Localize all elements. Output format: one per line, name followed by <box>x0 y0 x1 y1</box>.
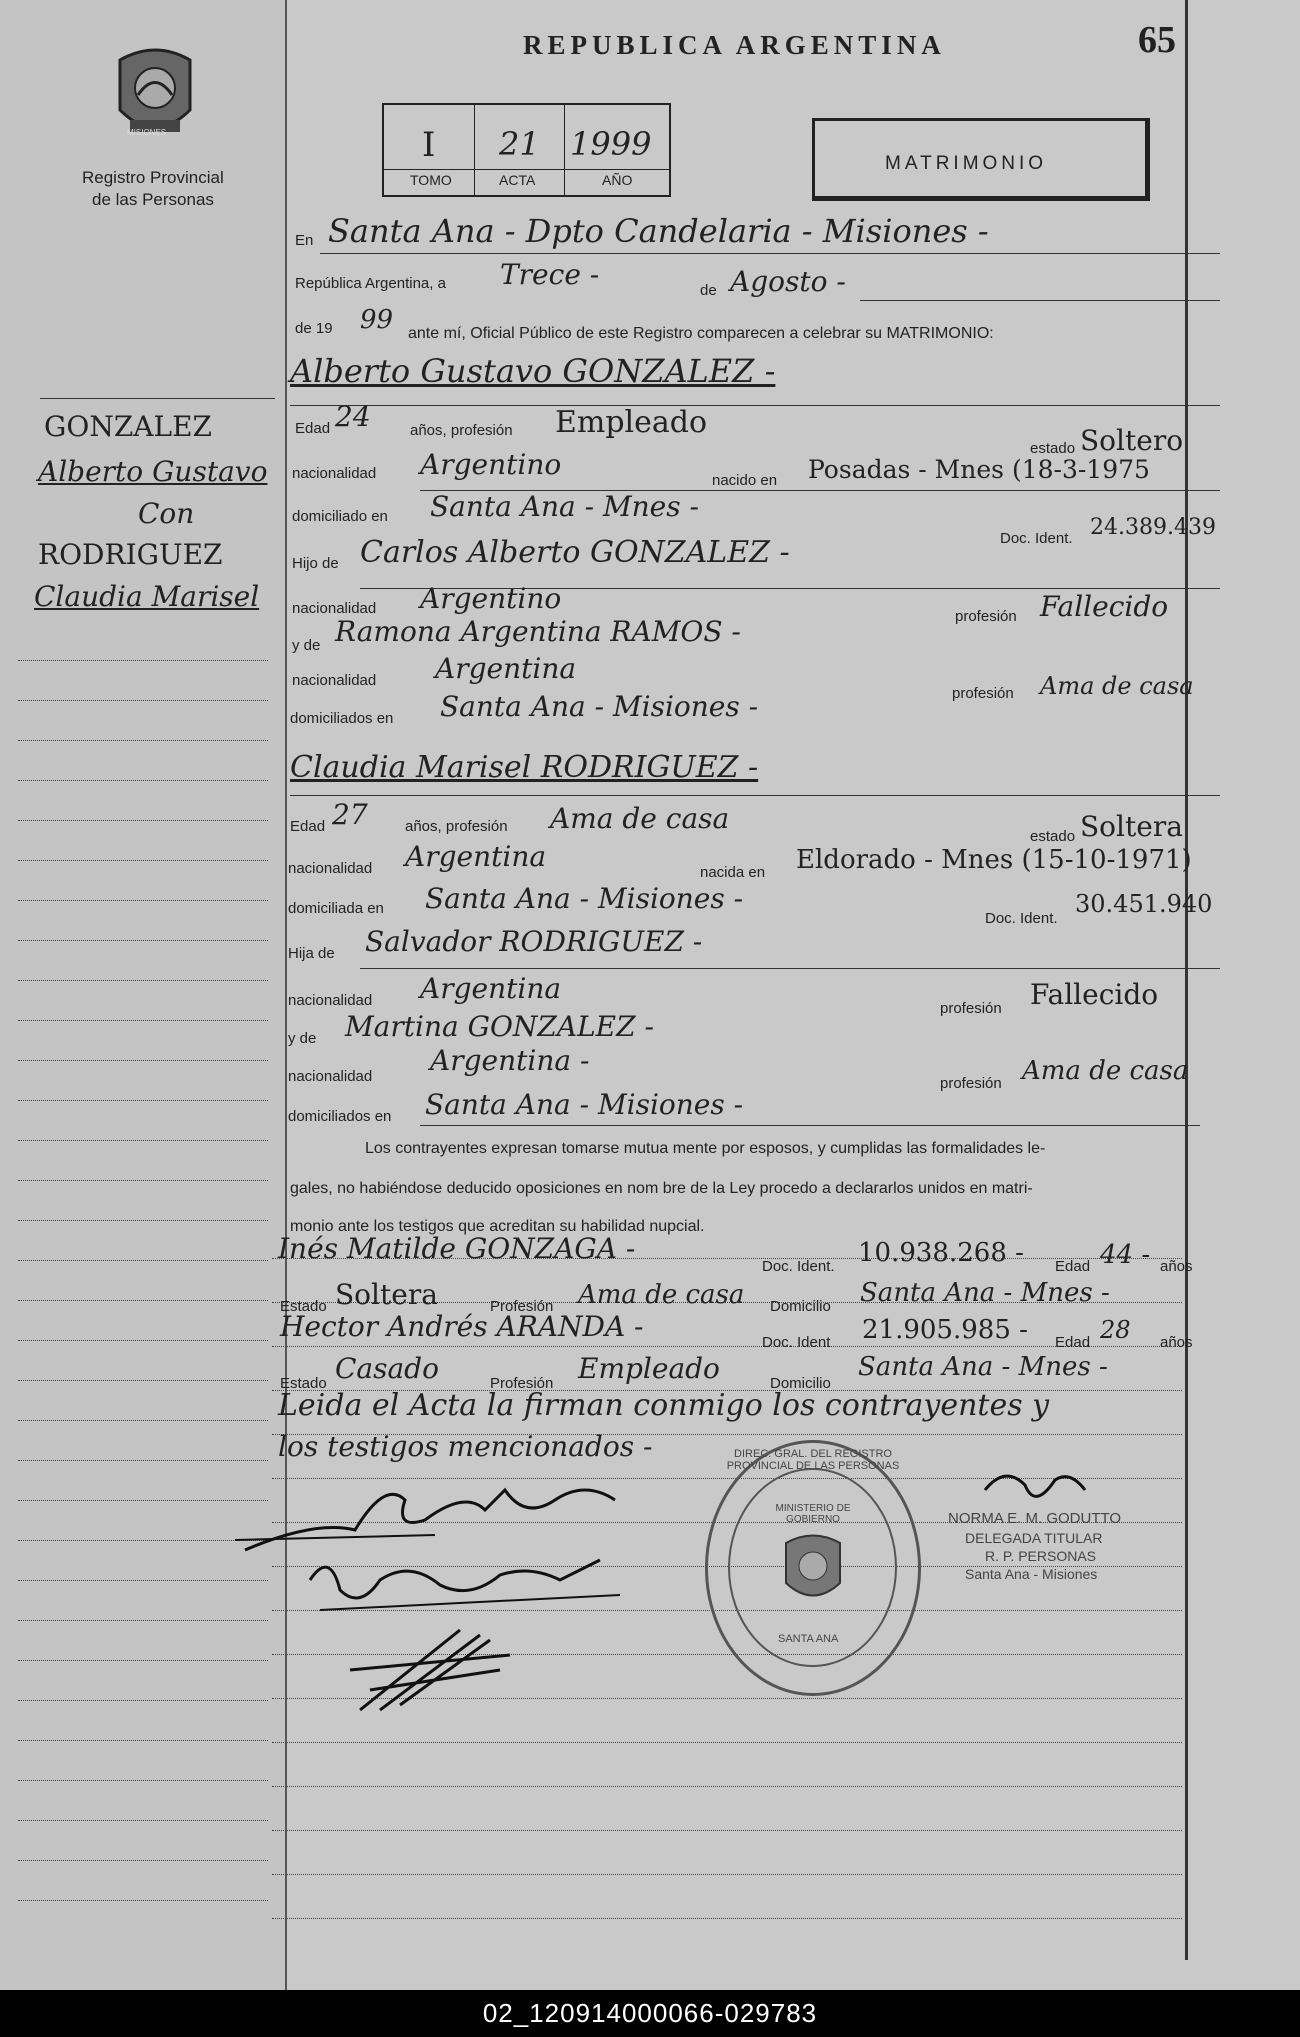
witness1-doc: 10.938.268 - <box>858 1238 1024 1268</box>
witness1-status: Soltera <box>335 1278 438 1311</box>
margin-con: Con <box>138 497 195 530</box>
place-rule <box>320 253 1220 254</box>
seal-inner-text: MINISTERIO DE GOBIERNO <box>775 1503 851 1525</box>
country-title: REPUBLICA ARGENTINA <box>523 30 946 60</box>
registry-seal <box>705 1440 921 1696</box>
bride-father-nat: Argentina <box>420 972 562 1005</box>
witness1-label-prof: Profesión <box>490 1298 554 1315</box>
stamp-office: R. P. PERSONAS <box>985 1548 1097 1564</box>
witness1-label-dom: Domicilio <box>770 1298 831 1315</box>
groom-label-doms: domiciliados en <box>290 710 394 727</box>
witness1-label-doc: Doc. Ident. <box>762 1258 835 1275</box>
right-border-rule <box>1185 0 1188 1960</box>
witness2-label-prof: Profesión <box>490 1375 554 1392</box>
groom-label-doc: Doc. Ident. <box>1000 530 1073 547</box>
bride-name-rule <box>290 795 1220 796</box>
groom-birthplace: Posadas - Mnes (18-3-1975 <box>808 455 1150 484</box>
witness1-label-edad: Edad <box>1055 1258 1091 1275</box>
tomo-value: I <box>422 125 436 165</box>
declaration-line-1: Los contrayentes expresan tomarse mutua mente por esposos, y cumplidas las formalidades le- <box>365 1140 1046 1157</box>
bride-label-estado: estado <box>1030 828 1076 845</box>
logo-caption: MISIONES <box>127 128 167 137</box>
witness2-profession: Empleado <box>578 1352 720 1385</box>
groom-mother-prof: Ama de casa <box>1040 672 1194 700</box>
margin-groom-surname: GONZALEZ <box>44 410 212 443</box>
anio-label: AÑO <box>602 172 633 188</box>
bride-mother-nat-label: nacionalidad <box>288 1068 373 1085</box>
groom-doc: 24.389.439 <box>1090 515 1216 540</box>
month-value: Agosto - <box>730 265 846 298</box>
registry-line-2: de las Personas <box>92 190 214 209</box>
witness2-label-estado: Estado <box>280 1375 327 1392</box>
groom-name-rule <box>290 405 1220 406</box>
act-type: MATRIMONIO <box>885 153 1048 174</box>
groom-label-yde: y de <box>292 637 321 654</box>
registry-line-1: Registro Provincial <box>82 168 224 187</box>
label-republica: República Argentina, a <box>295 275 446 292</box>
place-value: Santa Ana - Dpto Candelaria - Misiones - <box>328 212 989 250</box>
label-ante: ante mí, Oficial Público de este Registro comparecen a celebrar su MATRIMONIO: <box>408 325 994 342</box>
bride-label-nacida: nacida en <box>700 864 766 881</box>
witness1-age: 44 - <box>1100 1240 1151 1270</box>
declaration-line-2: gales, no habiéndose deducido oposiciones en nom bre de la Ley procedo a declararlos unidos en matri- <box>290 1180 1033 1197</box>
groom-domicile: Santa Ana - Mnes - <box>430 490 699 523</box>
groom-label-edad: Edad <box>295 420 331 437</box>
stamp-place: Santa Ana - Misiones <box>965 1566 1098 1582</box>
witness1-label-anos: años <box>1160 1258 1193 1275</box>
bride-label-hija: Hija de <box>288 945 335 962</box>
witness2-label-doc: Doc. Ident <box>762 1334 831 1351</box>
groom-label-nac: nacionalidad <box>292 465 377 482</box>
witness2-status: Casado <box>335 1352 439 1385</box>
witness1-label-estado: Estado <box>280 1298 327 1315</box>
bride-dom-rule <box>420 1125 1200 1126</box>
witness2-label-anos: años <box>1160 1334 1193 1351</box>
bride-parents-domicile: Santa Ana - Misiones - <box>425 1088 744 1121</box>
seal-bottom-text: SANTA ANA <box>778 1633 839 1645</box>
margin-column <box>0 0 287 1990</box>
bride-father-rule <box>360 968 1220 969</box>
bride-mother-nat: Argentina - <box>430 1044 590 1077</box>
witness2-age: 28 <box>1100 1316 1131 1344</box>
witness2-name: Hector Andrés ARANDA - <box>280 1310 644 1343</box>
bride-mother-prof-label: profesión <box>940 1075 1002 1092</box>
image-id-bar <box>0 1990 1300 2037</box>
tomo-label: TOMO <box>410 172 452 188</box>
groom-father-nat-label: nacionalidad <box>292 600 377 617</box>
groom-father-prof-label: profesión <box>955 608 1017 625</box>
bride-doc: 30.451.940 <box>1075 890 1213 918</box>
margin-groom-given: Alberto Gustavo <box>38 455 268 488</box>
bride-label-dom: domiciliada en <box>288 900 384 917</box>
groom-label-nacido: nacido en <box>712 472 778 489</box>
image-id: 02_120914000066-029783 <box>482 1998 818 2028</box>
seal-emblem-icon <box>778 1528 848 1608</box>
stamp-title: DELEGADA TITULAR <box>965 1530 1103 1546</box>
groom-father: Carlos Alberto GONZALEZ - <box>360 535 790 570</box>
groom-mother-prof-label: profesión <box>952 685 1014 702</box>
groom-father-nat: Argentino <box>420 582 562 615</box>
page-number: 65 <box>1138 19 1176 61</box>
bride-domicile: Santa Ana - Misiones - <box>425 882 744 915</box>
bride-label-doc: Doc. Ident. <box>985 910 1058 927</box>
bride-birthplace: Eldorado - Mnes (15-10-1971) <box>796 845 1192 875</box>
groom-father-prof: Fallecido <box>1040 590 1169 623</box>
witness2-label-edad: Edad <box>1055 1334 1091 1351</box>
bride-label-yde: y de <box>288 1030 317 1047</box>
label-de19: de 19 <box>295 320 333 337</box>
acta-label: ACTA <box>499 172 536 188</box>
anio-value: 1999 <box>570 125 652 163</box>
bride-father-prof-label: profesión <box>940 1000 1002 1017</box>
groom-mother-nat-label: nacionalidad <box>292 672 377 689</box>
groom-parents-domicile: Santa Ana - Misiones - <box>440 690 759 723</box>
witness2-doc: 21.905.985 - <box>862 1315 1028 1345</box>
acta-value: 21 <box>499 125 540 163</box>
bride-age: 27 <box>332 798 368 831</box>
bride-nationality: Argentina <box>405 840 547 873</box>
bride-label-nac: nacionalidad <box>288 860 373 877</box>
groom-name: Alberto Gustavo GONZALEZ - <box>290 352 776 390</box>
bride-mother-prof: Ama de casa <box>1022 1056 1189 1086</box>
bride-father-nat-label: nacionalidad <box>288 992 373 1009</box>
tomo-acta-box <box>382 103 671 197</box>
groom-mother: Ramona Argentina RAMOS - <box>335 615 741 648</box>
groom-civil-status: Soltero <box>1080 424 1184 457</box>
groom-label-anos: años, profesión <box>410 422 513 439</box>
bride-civil-status: Soltera <box>1080 810 1183 843</box>
witness2-domicile: Santa Ana - Mnes - <box>858 1352 1108 1382</box>
closing-line-2: los testigos mencionados - <box>278 1430 653 1463</box>
seal-outer-text: DIREC. GRAL. DEL REGISTRO PROVINCIAL DE LAS PERSONAS <box>726 1448 900 1472</box>
groom-label-dom: domiciliado en <box>292 508 388 525</box>
margin-bride-surname: RODRIGUEZ <box>38 538 223 571</box>
bride-father: Salvador RODRIGUEZ - <box>365 925 703 958</box>
closing-line-1: Leida el Acta la firman conmigo los contrayentes y <box>278 1388 1050 1423</box>
witness1-profession: Ama de casa <box>578 1280 745 1310</box>
signature-contrayente-icon <box>340 1610 520 1720</box>
label-en: En <box>295 232 314 249</box>
label-de: de <box>700 282 717 299</box>
declaration-line-3: monio ante los testigos que acreditan su habilidad nupcial. <box>290 1218 705 1235</box>
witness1-name: Inés Matilde GONZAGA - <box>278 1232 636 1265</box>
bride-name: Claudia Marisel RODRIGUEZ - <box>290 750 759 785</box>
bride-label-doms: domiciliados en <box>288 1108 392 1125</box>
bride-profession: Ama de casa <box>550 802 730 835</box>
act-type-box <box>812 118 1150 201</box>
day-value: Trece - <box>500 258 600 291</box>
margin-top-rule <box>40 398 275 399</box>
bride-label-anos: años, profesión <box>405 818 508 835</box>
bride-label-edad: Edad <box>290 818 326 835</box>
groom-mother-nat: Argentina <box>435 652 577 685</box>
witness2-label-dom: Domicilio <box>770 1375 831 1392</box>
groom-profession: Empleado <box>555 405 708 440</box>
stamp-name: NORMA E. M. GODUTTO <box>948 1510 1122 1527</box>
margin-bride-given: Claudia Marisel <box>34 580 260 613</box>
witness1-domicile: Santa Ana - Mnes - <box>860 1278 1110 1308</box>
month-rule <box>860 300 1220 301</box>
groom-label-estado: estado <box>1030 440 1076 457</box>
year-value: 99 <box>360 305 394 335</box>
groom-nationality: Argentino <box>420 448 562 481</box>
bride-father-prof: Fallecido <box>1030 978 1159 1011</box>
groom-label-hijo: Hijo de <box>292 555 339 572</box>
groom-age: 24 <box>335 400 371 433</box>
bride-mother: Martina GONZALEZ - <box>345 1010 654 1043</box>
